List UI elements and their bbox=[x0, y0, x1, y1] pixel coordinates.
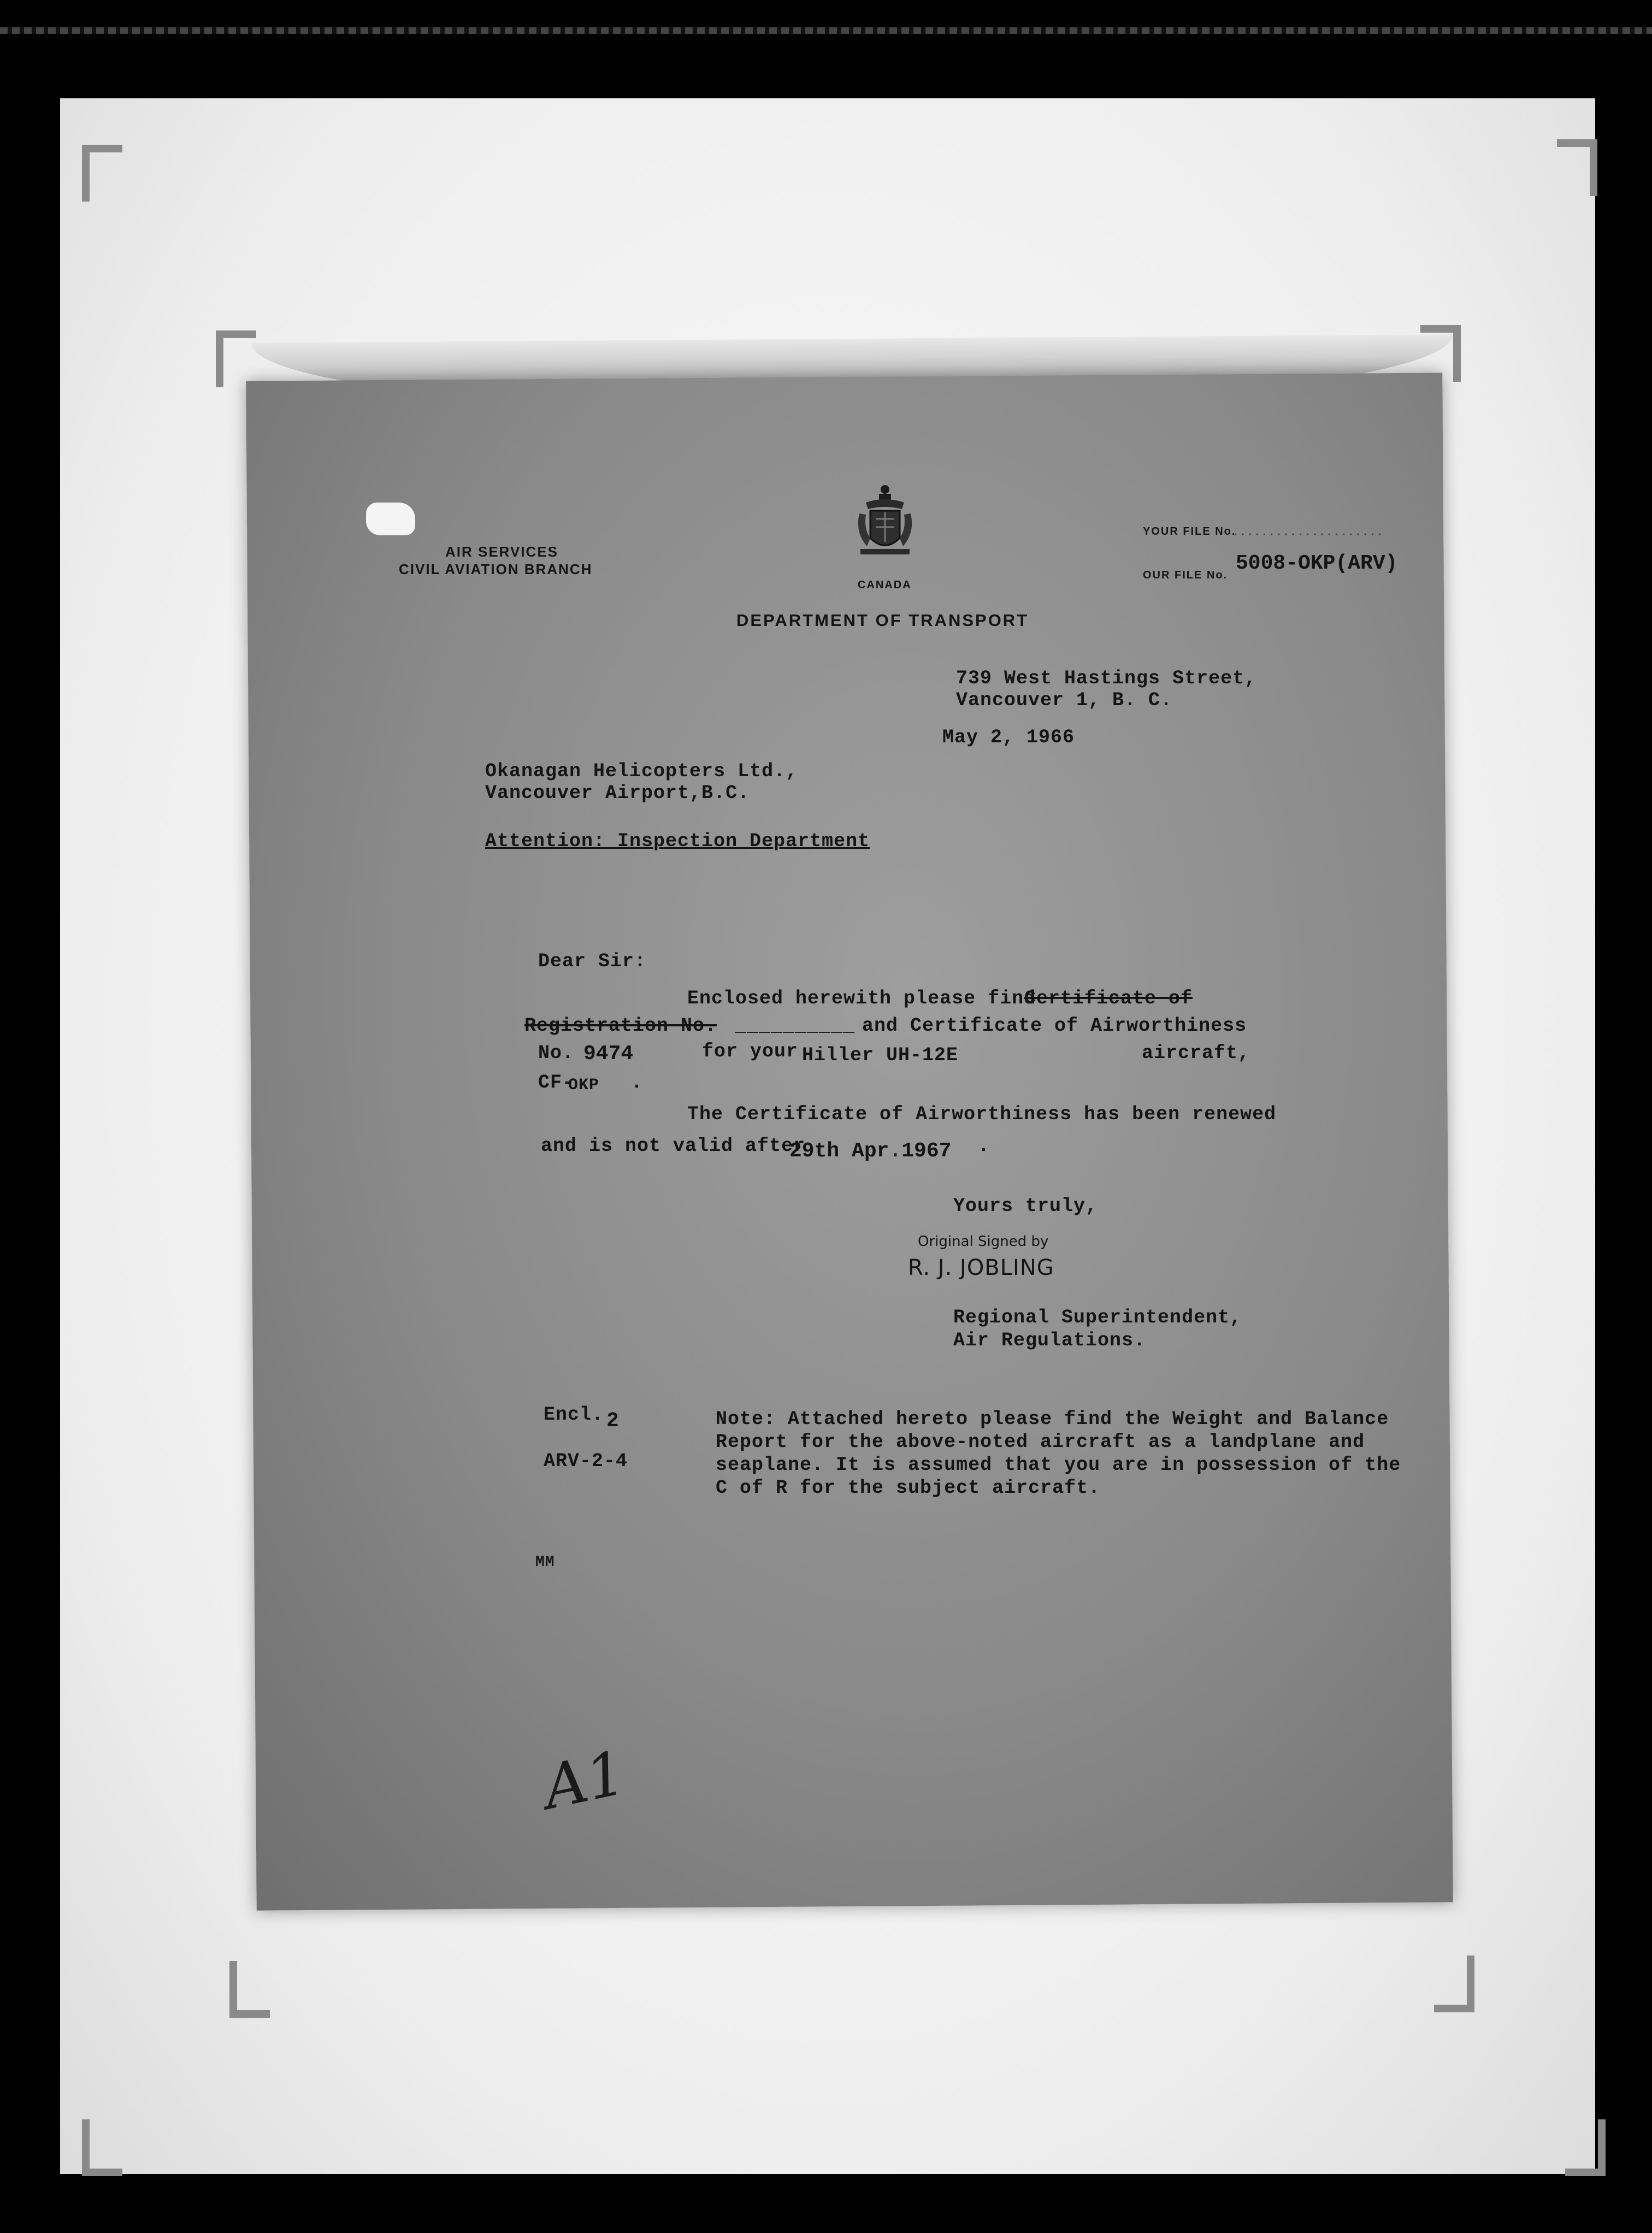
mount-corner-top-right bbox=[1557, 139, 1597, 196]
film-edge-strip bbox=[0, 27, 1652, 34]
sender-address-line-1: 739 West Hastings Street, bbox=[956, 667, 1257, 689]
your-file-label: YOUR FILE No. bbox=[1143, 525, 1236, 537]
mount-corner-bottom-left bbox=[82, 2119, 122, 2176]
tape-fragment bbox=[366, 503, 415, 535]
note-line-1: Note: Attached hereto please find the Weight and Balance bbox=[716, 1408, 1389, 1430]
sender-address-line-2: Vancouver 1, B. C. bbox=[956, 689, 1173, 711]
your-file-blank: ..................... bbox=[1232, 525, 1384, 539]
branch-line-1: AIR SERVICES bbox=[445, 544, 559, 560]
note-line-3: seaplane. It is assumed that you are in possession of the bbox=[716, 1454, 1401, 1476]
mount-corner-top-left bbox=[82, 145, 122, 202]
our-file-label: OUR FILE No. bbox=[1143, 569, 1228, 581]
para2-period: . bbox=[978, 1135, 990, 1157]
para1-line1-lead: Enclosed herewith please find bbox=[687, 988, 1036, 1009]
validity-date: 29th Apr.1967 bbox=[789, 1139, 952, 1163]
para1-registration-blank: __________ bbox=[735, 1015, 856, 1037]
mount-corner-bottom-right bbox=[1565, 2119, 1606, 2176]
our-file-number: 5008-OKP(ARV) bbox=[1236, 552, 1398, 575]
original-signed-note: Original Signed by bbox=[918, 1233, 1049, 1250]
letter-date: May 2, 1966 bbox=[942, 726, 1075, 748]
registration-prefix: CF- bbox=[538, 1072, 575, 1094]
attention-line: Attention: Inspection Department bbox=[485, 830, 870, 852]
crop-corner-bottom-left bbox=[229, 1961, 270, 2018]
department-title: DEPARTMENT OF TRANSPORT bbox=[736, 611, 1029, 630]
crop-corner-bottom-right bbox=[1434, 1956, 1474, 2012]
handwritten-mark: A1 bbox=[537, 1737, 632, 1823]
enclosure-label: Encl. bbox=[544, 1404, 604, 1426]
recipient-line-2: Vancouver Airport,B.C. bbox=[485, 782, 750, 804]
crop-corner-top-left bbox=[216, 330, 256, 387]
enclosure-count: 2 bbox=[606, 1409, 619, 1433]
complimentary-close: Yours truly, bbox=[953, 1195, 1098, 1217]
para1-struck-registration: Registration No. bbox=[524, 1015, 717, 1037]
signer-name: R. J. JOBLING bbox=[908, 1255, 1054, 1280]
typist-initials: MM bbox=[535, 1554, 555, 1571]
aircraft-model: Hiller UH-12E bbox=[802, 1044, 959, 1066]
para2-line1: The Certificate of Airworthiness has been renewed bbox=[687, 1103, 1277, 1125]
branch-line-2: CIVIL AVIATION BRANCH bbox=[399, 561, 593, 577]
para1-period: . bbox=[631, 1072, 644, 1094]
signer-title-1: Regional Superintendent, bbox=[953, 1307, 1242, 1328]
crest-caption: CANADA bbox=[858, 579, 912, 591]
para2-line2-lead: and is not valid after bbox=[541, 1135, 806, 1157]
airworthiness-number: 9474 bbox=[583, 1042, 634, 1066]
note-line-2: Report for the above-noted aircraft as a landplane and bbox=[716, 1431, 1365, 1453]
signer-title-2: Air Regulations. bbox=[953, 1330, 1146, 1351]
para1-for-your: for your bbox=[702, 1041, 799, 1062]
para1-no-label: No. bbox=[538, 1042, 575, 1064]
registration-mark: OKP bbox=[568, 1076, 600, 1095]
para1-line2-tail: and Certificate of Airworthiness bbox=[862, 1015, 1247, 1037]
canada-coat-of-arms-icon bbox=[849, 481, 921, 576]
note-line-4: C of R for the subject aircraft. bbox=[716, 1477, 1101, 1499]
para1-aircraft-word: aircraft, bbox=[1142, 1042, 1250, 1064]
recipient-line-1: Okanagan Helicopters Ltd., bbox=[485, 760, 798, 782]
para1-struck-certificate: Certificate of bbox=[1024, 988, 1193, 1009]
reference-code: ARV-2-4 bbox=[544, 1450, 628, 1472]
salutation: Dear Sir: bbox=[538, 950, 647, 972]
